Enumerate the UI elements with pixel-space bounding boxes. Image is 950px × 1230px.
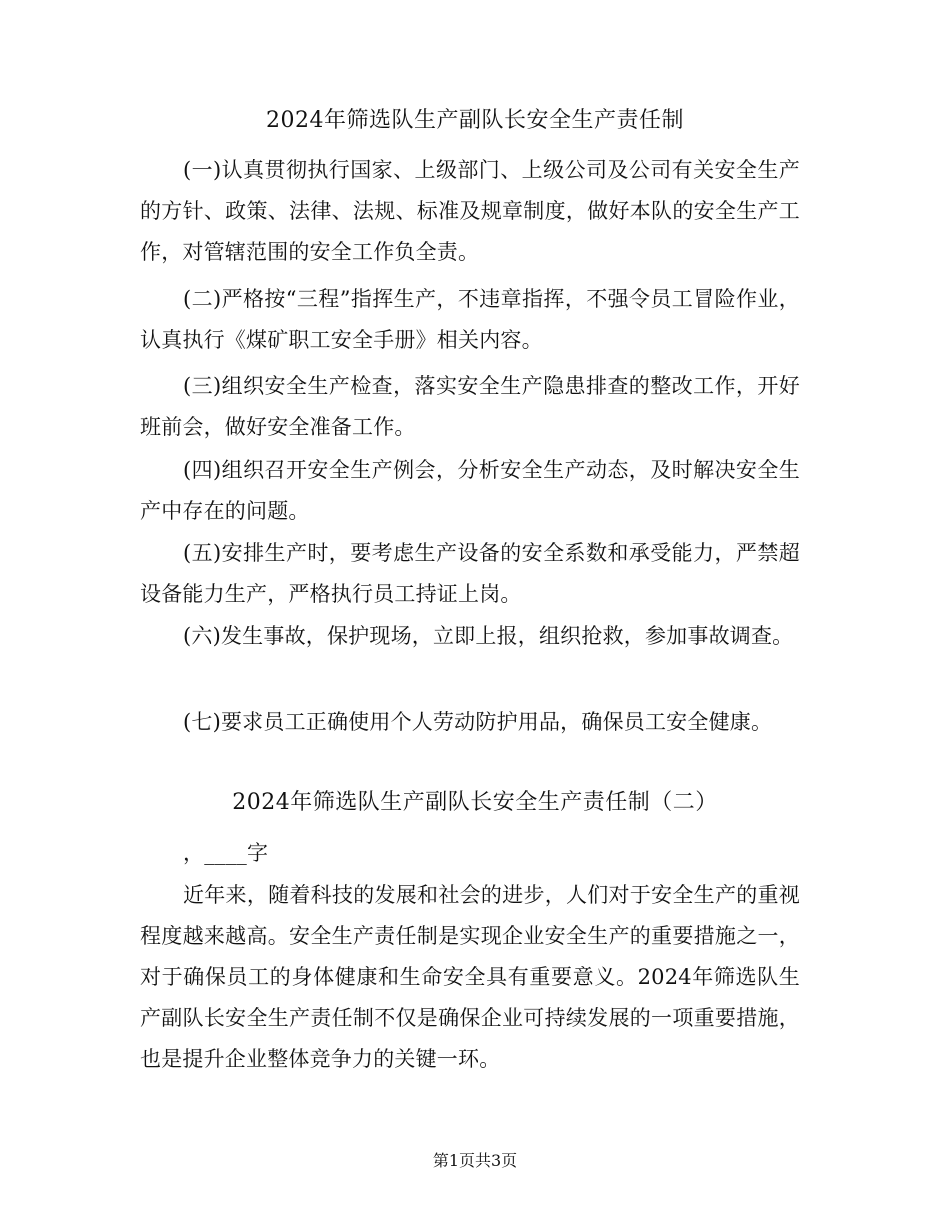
clause-1: (一)认真贯彻执行国家、上级部门、上级公司及公司有关安全生产的方针、政策、法律、法规、标准及规章制度，做好本队的安全生产工作，对管辖范围的安全工作负全责。	[140, 158, 800, 264]
clause-7: (七)要求员工正确使用个人劳动防护用品，确保员工安全健康。	[183, 710, 773, 734]
clause-2: (二)严格按“三程”指挥生产，不违章指挥，不强令员工冒险作业，认真执行《煤矿职工安全手册》相关内容。	[140, 287, 800, 352]
document-title: 2024年筛选队生产副队长安全生产责任制	[266, 108, 684, 133]
clause-3: (三)组织安全生产检查，落实安全生产隐患排查的整改工作，开好班前会，做好安全准备工作。	[140, 374, 800, 439]
clause-5: (五)安排生产时，要考虑生产设备的安全系数和承受能力，严禁超设备能力生产，严格执行员工持证上岗。	[140, 541, 800, 606]
word-count-line: ，____字	[183, 841, 269, 865]
clause-6: (六)发生事故，保护现场，立即上报，组织抢救，参加事故调查。	[183, 624, 794, 648]
page-indicator: 第1页共3页	[432, 1151, 518, 1170]
section-2-paragraph: 近年来，随着科技的发展和社会的进步，人们对于安全生产的重视程度越来越高。安全生产责任制是实现企业安全生产的重要措施之一，对于确保员工的身体健康和生命安全具有重要意义。2024年筛选队生产副队长安全生产责任制不仅是确保企业可持续发展的一项重要措施，也是提升企业整体竞争力的关键一环。	[140, 883, 800, 1071]
clause-4: (四)组织召开安全生产例会，分析安全生产动态，及时解决安全生产中存在的问题。	[140, 458, 800, 523]
section-2-title: 2024年筛选队生产副队长安全生产责任制（二）	[232, 790, 718, 815]
